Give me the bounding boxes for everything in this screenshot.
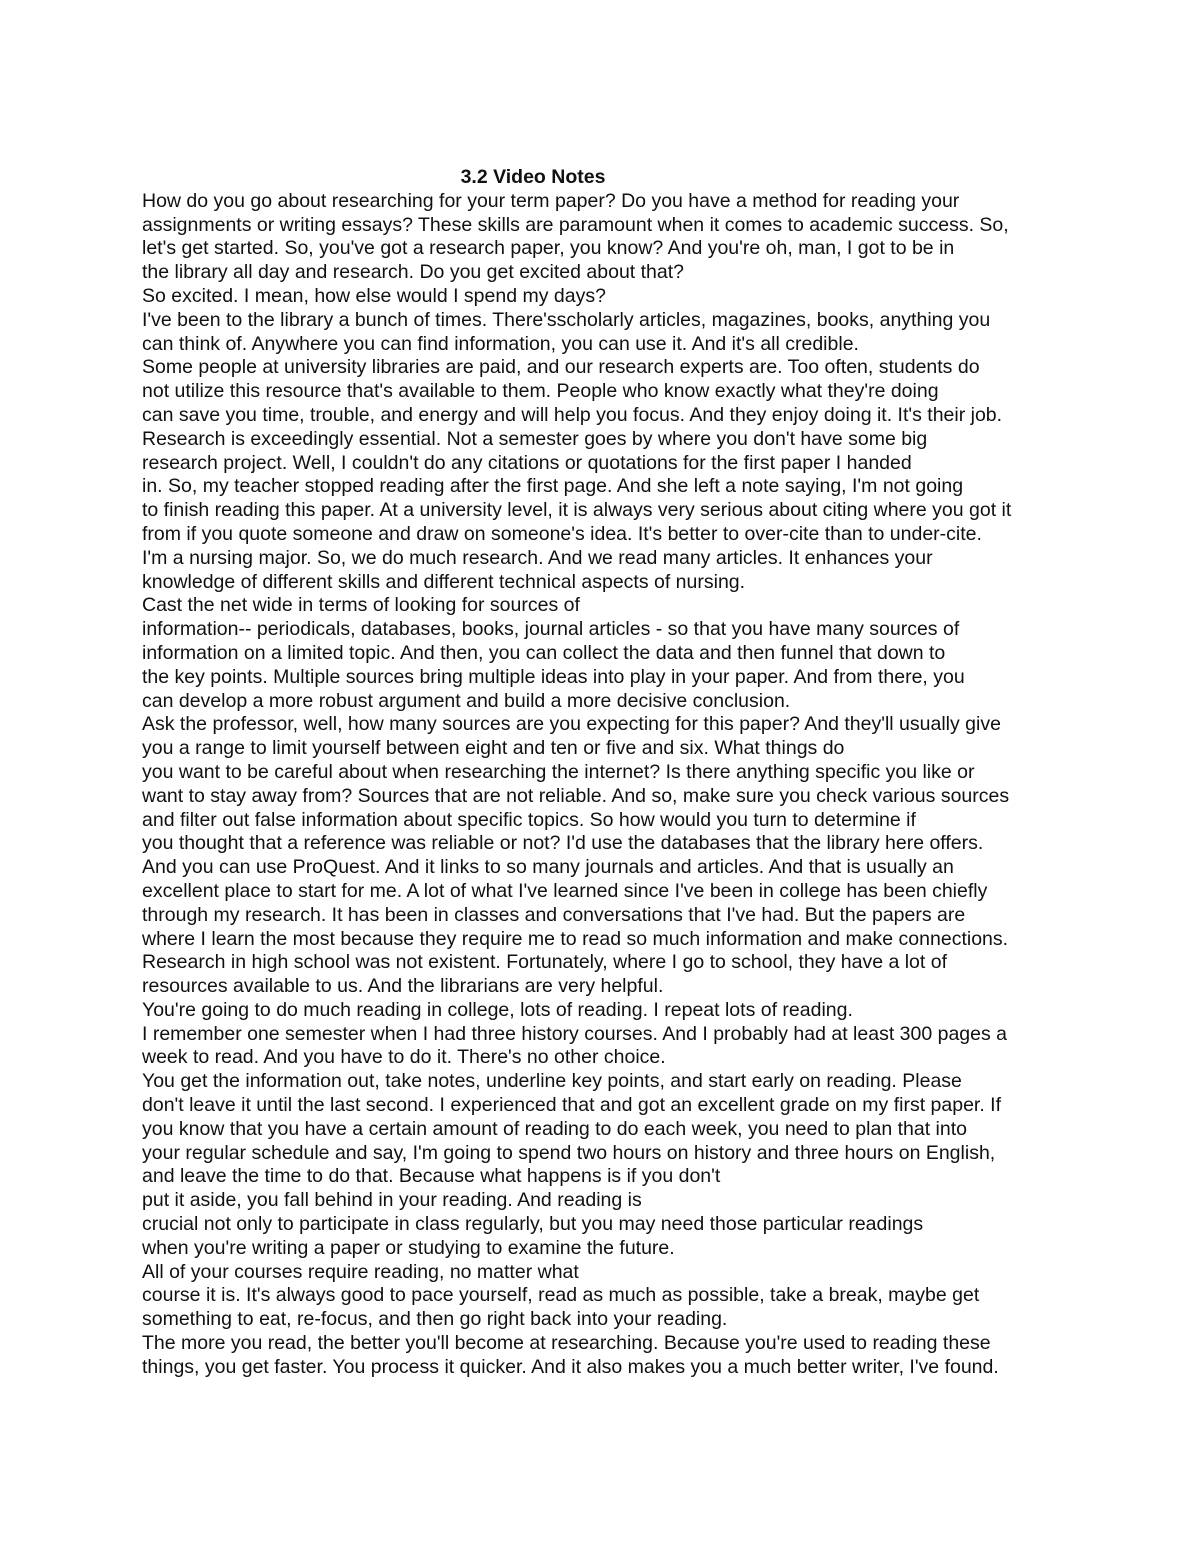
text-line: crucial not only to participate in class regularly, but you may need those particular readings xyxy=(142,1213,924,1236)
text-line: let's get started. So, you've got a research paper, you know? And you're oh, man, I got to be in xyxy=(142,237,955,260)
text-line: your regular schedule and say, I'm going to spend two hours on history and three hours on English, xyxy=(142,1141,996,1164)
text-line: can save you time, trouble, and energy and will help you focus. And they enjoy doing it. It's their job. xyxy=(142,403,1003,426)
document-title: 3.2 Video Notes xyxy=(460,166,606,188)
text-line: The more you read, the better you'll become at researching. Because you're used to reading these xyxy=(142,1332,991,1355)
text-line: in. So, my teacher stopped reading after the first page. And she left a note saying, I'm not going xyxy=(142,475,964,498)
text-line: from if you quote someone and draw on someone's idea. It's better to over-cite than to under-cite. xyxy=(142,522,982,545)
text-line: Some people at university libraries are paid, and our research experts are. Too often, students do xyxy=(142,356,980,379)
text-line: and filter out false information about specific topics. So how would you turn to determine if xyxy=(142,808,916,831)
text-line: assignments or writing essays? These skills are paramount when it comes to academic success. So, xyxy=(142,213,1009,236)
text-line: information on a limited topic. And then, you can collect the data and then funnel that down to xyxy=(142,641,946,664)
text-line: you know that you have a certain amount of reading to do each week, you need to plan that into xyxy=(142,1117,967,1140)
text-line: something to eat, re-focus, and then go right back into your reading. xyxy=(142,1308,728,1331)
text-line: don't leave it until the last second. I experienced that and got an excellent grade on my first paper. If xyxy=(142,1094,1001,1117)
text-line: you thought that a reference was reliable or not? I'd use the databases that the library here offers. xyxy=(142,832,984,855)
text-line: resources available to us. And the librarians are very helpful. xyxy=(142,975,664,998)
text-line: So excited. I mean, how else would I spend my days? xyxy=(142,284,606,307)
text-line: Research is exceedingly essential. Not a semester goes by where you don't have some big xyxy=(142,427,928,450)
text-line: You're going to do much reading in college, lots of reading. I repeat lots of reading. xyxy=(142,998,853,1021)
text-line: Cast the net wide in terms of looking for sources of xyxy=(142,594,580,617)
text-line: when you're writing a paper or studying to examine the future. xyxy=(142,1236,675,1259)
text-line: the library all day and research. Do you get excited about that? xyxy=(142,261,684,284)
text-line: week to read. And you have to do it. There's no other choice. xyxy=(142,1046,666,1069)
text-line: where I learn the most because they require me to read so much information and make connections. xyxy=(142,927,1009,950)
text-line: You get the information out, take notes, underline key points, and start early on reading. Please xyxy=(142,1070,962,1093)
text-line: knowledge of different skills and different technical aspects of nursing. xyxy=(142,570,746,593)
text-line: I've been to the library a bunch of times. There'sscholarly articles, magazines, books, anything you xyxy=(142,308,991,331)
text-line: put it aside, you fall behind in your reading. And reading is xyxy=(142,1189,642,1212)
text-line: And you can use ProQuest. And it links to so many journals and articles. And that is usually an xyxy=(142,856,954,879)
text-line: Ask the professor, well, how many sources are you expecting for this paper? And they'll usually give xyxy=(142,713,1001,736)
text-line: you want to be careful about when researching the internet? Is there anything specific you like or xyxy=(142,760,975,783)
text-line: can develop a more robust argument and build a more decisive conclusion. xyxy=(142,689,791,712)
text-line: I'm a nursing major. So, we do much research. And we read many articles. It enhances your xyxy=(142,546,933,569)
text-line: Research in high school was not existent. Fortunately, where I go to school, they have a lot of xyxy=(142,951,948,974)
text-line: and leave the time to do that. Because what happens is if you don't xyxy=(142,1165,721,1188)
text-line: How do you go about researching for your term paper? Do you have a method for reading your xyxy=(142,189,960,212)
document-body xyxy=(142,190,1082,1380)
text-line: not utilize this resource that's available to them. People who know exactly what they're doing xyxy=(142,380,939,403)
text-line: to finish reading this paper. At a university level, it is always very serious about citing where you got it xyxy=(142,499,1012,522)
text-line: the key points. Multiple sources bring multiple ideas into play in your paper. And from there, you xyxy=(142,665,965,688)
text-line: course it is. It's always good to pace yourself, read as much as possible, take a break, maybe get xyxy=(142,1284,980,1307)
text-line: want to stay away from? Sources that are not reliable. And so, make sure you check various sources xyxy=(142,784,1010,807)
text-line: things, you get faster. You process it quicker. And it also makes you a much better writer, I've found. xyxy=(142,1355,999,1378)
text-line: I remember one semester when I had three history courses. And I probably had at least 300 pages a xyxy=(142,1022,1007,1045)
text-line: information-- periodicals, databases, books, journal articles - so that you have many sources of xyxy=(142,618,960,641)
text-line: All of your courses require reading, no matter what xyxy=(142,1260,579,1283)
document-page xyxy=(142,166,1082,1380)
text-line: excellent place to start for me. A lot of what I've learned since I've been in college has been chiefly xyxy=(142,879,988,902)
text-line: research project. Well, I couldn't do any citations or quotations for the first paper I handed xyxy=(142,451,912,474)
text-line: through my research. It has been in classes and conversations that I've had. But the papers are xyxy=(142,903,966,926)
text-line: you a range to limit yourself between eight and ten or five and six. What things do xyxy=(142,737,845,760)
text-line: can think of. Anywhere you can find information, you can use it. And it's all credible. xyxy=(142,332,859,355)
